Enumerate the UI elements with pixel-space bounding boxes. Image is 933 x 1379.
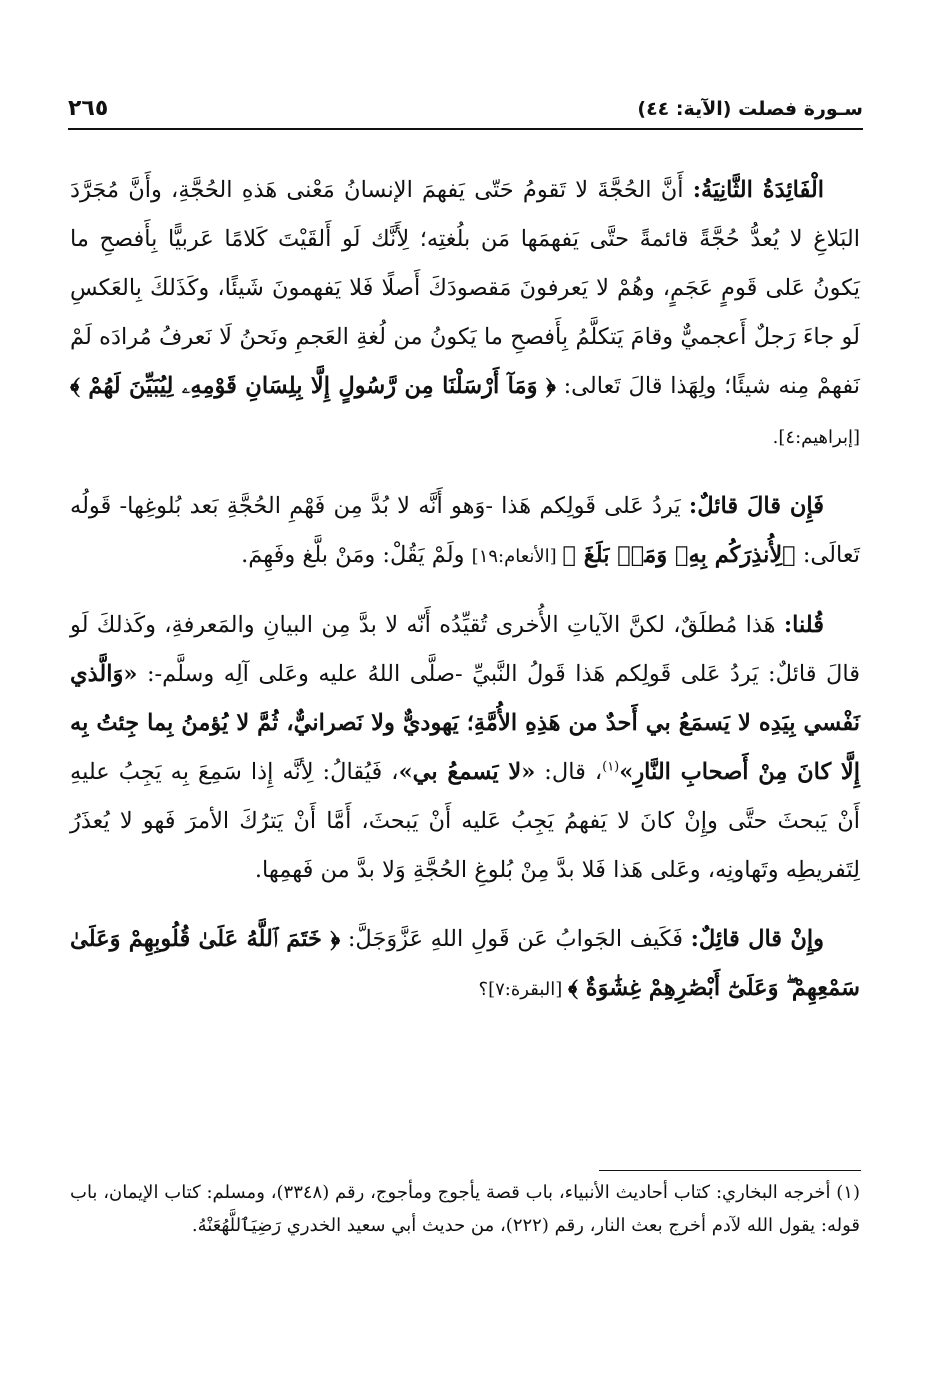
paragraph-lead: فَإِن قالَ قائلٌ: — [688, 493, 824, 519]
footnotes — [70, 1176, 860, 1242]
paragraph-lead: قُلنا: — [783, 612, 824, 638]
header-divider — [68, 128, 863, 130]
paragraph-text: هَذا مُطلَقٌ، لكنَّ الآياتِ الأُخرى تُقيِّدُه أَنّه لا بدَّ مِن البيانِ والمَعرفةِ، وكَذلكَ لَو قالَ قائلٌ: يَردُ عَلى قَولِكم هَذا قَولُ النَّبيِّ -صلَّى اللهُ عليه وعَلى آلِه وسلَّم-: — [70, 612, 860, 687]
verse-reference: [إبراهيم:٤]. — [772, 427, 860, 448]
paragraph-text: ، قال: — [535, 759, 603, 785]
paragraph-text: يَردُ عَلى قَولِكم هَذا -وَهو أَنَّه لا بُدَّ مِن فَهْمِ الحُجَّةِ بَعد بُلوغِها- قَولُه تَعالَى: — [70, 493, 860, 568]
paragraph-lead: وإِنْ قال قائِلٌ: — [690, 926, 825, 952]
hadith-quote: «لا يَسمعُ بي» — [398, 759, 536, 785]
verse-reference: [الأنعام:١٩] — [471, 546, 563, 567]
paragraph-second-benefit — [70, 166, 860, 462]
quran-verse: ﴿ وَمَآ أَرْسَلْنَا مِن رَّسُولٍ إِلَّا بِلِسَانِ قَوْمِهِۦ لِيُبَيِّنَ لَهُمْ ﴾ — [70, 373, 556, 399]
surah-title: سـورة فصلت (الآية: ٤٤) — [637, 98, 863, 120]
running-header — [68, 96, 863, 126]
footnote-item: (١) أخرجه البخاري: كتاب أحاديث الأنبياء، باب قصة يأجوج ومأجوج، رقم (٣٣٤٨)، ومسلم: كتاب الإيمان، باب قوله: يقول الله لآدم أخرج بعث النار، رقم (٢٢٢)، من حديث أبي سعيد الخدري رَضِيَٱللَّهُعَنْهُ. — [70, 1182, 860, 1236]
paragraph-tail: ولَمْ يَقُلْ: ومَنْ بلَّغ وفَهِمَ. — [241, 542, 472, 568]
paragraph-text: ، فَيُقالُ: لِأنَّه إِذا سَمِعَ بِه يَجِبُ عليهِ أَنْ يَبحثَ حتَّى وإِنْ كانَ لا يَفهمُ يَجِبُ عَليه أَنْ يَبحثَ، أَمَّا أَنْ يَترُكَ الأمرَ فَهو لا يُعذَرُ لِتَفريطِه وتَهاونِه، وعَلى هَذا فَلا بدَّ مِنْ بُلوغِ الحُجَّةِ وَلا بدَّ من فَهمِها. — [70, 759, 860, 883]
paragraph-text: فَكَيف الجَوابُ عَن قَولِ اللهِ عَزَّوَجَلَّ: — [340, 926, 691, 952]
page-number: ٢٦٥ — [68, 96, 109, 121]
footnote-marker[interactable]: (١) — [602, 759, 620, 775]
quran-verse: ﴿ خَتَمَ ٱللَّهُ عَلَىٰ قُلُوبِهِمْ وَعَلَىٰ سَمْعِهِمْ ۖ وَعَلَىٰٓ أَبْصَٰرِهِمْ غِشَٰوَةٌ ﴾ — [70, 926, 860, 1001]
paragraph-objection — [70, 482, 860, 581]
paragraph-answer — [70, 601, 860, 895]
hadith-quote: «وَالَّذي نَفْسي بِيَدِه لا يَسمَعُ بي أَحدٌ من هَذِهِ الأُمَّةِ؛ يَهوديٌّ ولا نَصرانيٌّ، ثُمَّ لا يُؤمنُ بِما جِئتُ بِه إِلَّا كانَ مِنْ أَصحابِ النَّارِ» — [70, 661, 861, 785]
footnote-divider — [599, 1170, 861, 1171]
paragraph-question — [70, 915, 860, 1014]
verse-reference: [البقرة:٧]؟ — [478, 979, 568, 1000]
paragraph-lead: الْفَائِدَةُ الثَّانِيَةُ: — [692, 177, 824, 203]
paragraph-text: أَنَّ الحُجَّةَ لا تَقومُ حَتّى يَفهمَ الإنسانُ مَعْنى هَذهِ الحُجَّةِ، وأَنَّ مُجَرَّدَ البَلاغِ لا يُعدُّ حُجَّةً قائمةً حتَّى يَفهمَها مَن بلُغتِه؛ لِأَنَّك لَو أَلقَيْتَ كَلامًا عَربيًّا بِأَفصحِ ما يَكونُ عَلى قَومٍ عَجَمٍ، وهُمْ لا يَعرفونَ مَقصودَكَ أَصلًا فَلا يَفهمونَ شَيئًا، وكَذَلكَ بِالعَكسِ لَو جاءَ رَجلٌ أَعجميٌّ وقامَ يَتكلَّمُ بِأَفصحِ ما يَكونُ من لُغةِ العَجمِ ونَحنُ لَا نَعرفُ مُرادَه لَمْ نَفهمْ مِنه شيئًا؛ ولِهَذا قالَ تَعالى: — [70, 177, 860, 399]
main-text — [70, 166, 860, 1028]
quran-verse: ﴿لِأُنذِرَكُم بِهِۦ وَمَنۢ بَلَغَ ﴾ — [562, 542, 796, 568]
